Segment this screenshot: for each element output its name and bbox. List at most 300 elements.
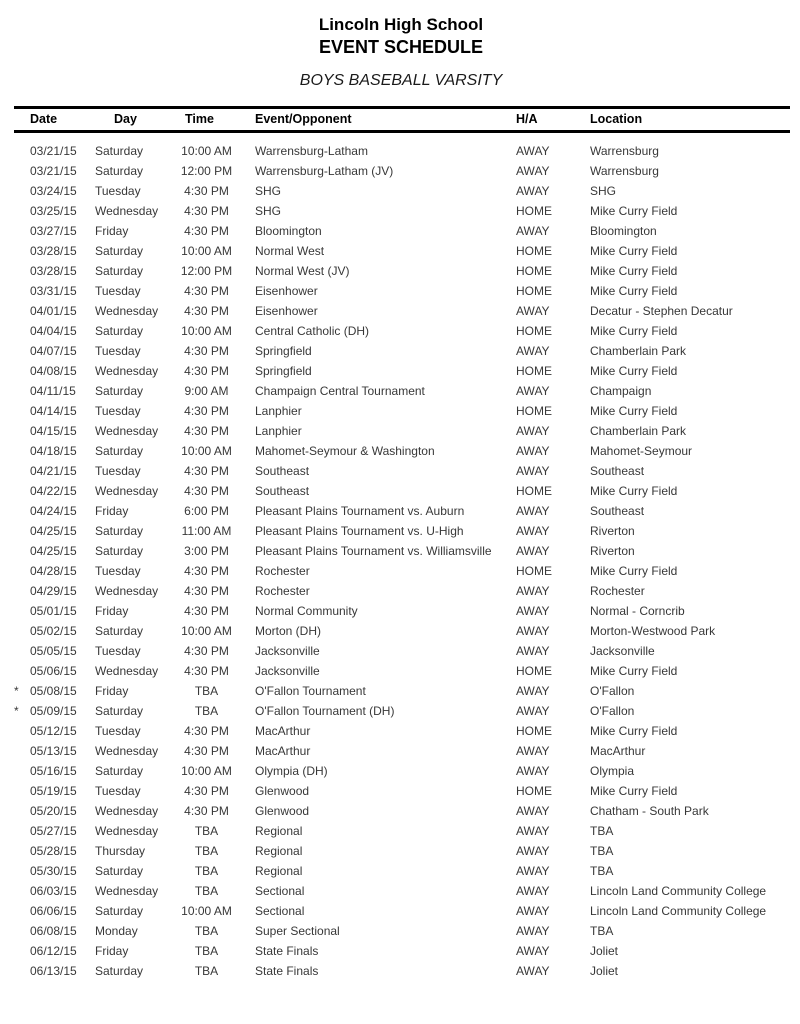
day-cell: Friday: [95, 684, 129, 698]
location-cell: Morton-Westwood Park: [590, 624, 716, 638]
location-cell: Chamberlain Park: [590, 344, 687, 358]
table-row: [14, 461, 790, 481]
time-cell: 10:00 AM: [181, 904, 232, 918]
day-cell: Friday: [95, 504, 129, 518]
event-opponent-cell: Regional: [255, 864, 303, 878]
home-away-cell: AWAY: [516, 164, 550, 178]
event-opponent-cell: Eisenhower: [255, 304, 318, 318]
location-cell: Chatham - South Park: [590, 804, 709, 818]
event-opponent-cell: Normal West (JV): [255, 264, 350, 278]
star-marker-cell: [14, 961, 30, 981]
star-marker-cell: [14, 621, 30, 641]
day-cell: Wednesday: [95, 884, 159, 898]
day-cell: Saturday: [95, 324, 144, 338]
event-opponent-cell: Pleasant Plains Tournament vs. U-High: [255, 524, 464, 538]
location-cell: TBA: [590, 824, 614, 838]
location-cell: Southeast: [590, 464, 645, 478]
col-header-location: Location: [590, 108, 790, 132]
col-header-time: Time: [172, 108, 255, 132]
time-cell: 10:00 AM: [181, 324, 232, 338]
home-away-cell: AWAY: [516, 624, 550, 638]
location-cell: Mike Curry Field: [590, 244, 678, 258]
location-cell: SHG: [590, 184, 617, 198]
event-opponent-cell: Central Catholic (DH): [255, 324, 370, 338]
location-cell: Bloomington: [590, 224, 657, 238]
date-cell: 04/11/15: [30, 384, 76, 398]
event-opponent-cell: Glenwood: [255, 804, 310, 818]
time-cell: 4:30 PM: [184, 664, 229, 678]
schedule-table: [14, 106, 790, 981]
time-cell: 4:30 PM: [184, 424, 229, 438]
time-cell: TBA: [194, 964, 219, 978]
event-opponent-cell: Mahomet-Seymour & Washington: [255, 444, 435, 458]
event-opponent-cell: Springfield: [255, 344, 312, 358]
event-opponent-cell: State Finals: [255, 964, 319, 978]
event-opponent-cell: Champaign Central Tournament: [255, 384, 425, 398]
location-cell: Mike Curry Field: [590, 484, 678, 498]
star-marker-cell: [14, 781, 30, 801]
star-marker-cell: [14, 241, 30, 261]
home-away-cell: AWAY: [516, 704, 550, 718]
home-away-cell: AWAY: [516, 184, 550, 198]
date-cell: 03/28/15: [30, 264, 77, 278]
day-cell: Tuesday: [95, 344, 141, 358]
date-cell: 05/28/15: [30, 844, 77, 858]
table-row: [14, 501, 790, 521]
date-cell: 05/06/15: [30, 664, 77, 678]
date-cell: 04/15/15: [30, 424, 77, 438]
time-cell: TBA: [194, 864, 219, 878]
date-cell: 04/08/15: [30, 364, 77, 378]
day-cell: Wednesday: [95, 204, 159, 218]
day-cell: Saturday: [95, 864, 144, 878]
time-cell: 10:00 AM: [181, 144, 232, 158]
table-row: [14, 541, 790, 561]
time-cell: 12:00 PM: [180, 264, 233, 278]
table-row: [14, 641, 790, 661]
day-cell: Friday: [95, 944, 129, 958]
home-away-cell: AWAY: [516, 524, 550, 538]
table-row: [14, 341, 790, 361]
home-away-cell: AWAY: [516, 144, 550, 158]
home-away-cell: AWAY: [516, 644, 550, 658]
event-opponent-cell: Morton (DH): [255, 624, 322, 638]
home-away-cell: AWAY: [516, 544, 550, 558]
table-row: [14, 721, 790, 741]
home-away-cell: HOME: [516, 324, 552, 338]
event-opponent-cell: Normal West: [255, 244, 325, 258]
day-cell: Wednesday: [95, 824, 159, 838]
star-marker-cell: [14, 861, 30, 881]
date-cell: 04/22/15: [30, 484, 77, 498]
day-cell: Wednesday: [95, 364, 159, 378]
date-cell: 05/02/15: [30, 624, 77, 638]
star-marker-cell: [14, 161, 30, 181]
day-cell: Wednesday: [95, 744, 159, 758]
event-opponent-cell: Jacksonville: [255, 664, 320, 678]
star-marker-cell: [14, 341, 30, 361]
time-cell: 4:30 PM: [184, 644, 229, 658]
star-marker-cell: [14, 201, 30, 221]
table-row: [14, 781, 790, 801]
date-cell: 05/30/15: [30, 864, 77, 878]
location-cell: Olympia: [590, 764, 635, 778]
home-away-cell: HOME: [516, 784, 552, 798]
time-cell: TBA: [194, 944, 219, 958]
time-cell: 10:00 AM: [181, 764, 232, 778]
home-away-cell: HOME: [516, 244, 552, 258]
page-header: [14, 10, 788, 91]
time-cell: 4:30 PM: [184, 224, 229, 238]
date-cell: 05/05/15: [30, 644, 77, 658]
date-cell: 05/19/15: [30, 784, 77, 798]
location-cell: O'Fallon: [590, 704, 635, 718]
location-cell: Mike Curry Field: [590, 784, 678, 798]
table-row: [14, 601, 790, 621]
time-cell: 4:30 PM: [184, 404, 229, 418]
time-cell: 9:00 AM: [184, 384, 229, 398]
table-row: [14, 521, 790, 541]
time-cell: 10:00 AM: [181, 444, 232, 458]
day-cell: Thursday: [95, 844, 146, 858]
event-opponent-cell: Springfield: [255, 364, 312, 378]
star-marker-cell: [14, 421, 30, 441]
table-row: [14, 321, 790, 341]
location-cell: Warrensburg: [590, 164, 659, 178]
table-row: [14, 261, 790, 281]
day-cell: Saturday: [95, 524, 144, 538]
star-marker-cell: [14, 461, 30, 481]
event-opponent-cell: Regional: [255, 824, 303, 838]
time-cell: 4:30 PM: [184, 784, 229, 798]
location-cell: Mike Curry Field: [590, 364, 678, 378]
home-away-cell: HOME: [516, 364, 552, 378]
day-cell: Wednesday: [95, 424, 159, 438]
table-row: [14, 381, 790, 401]
date-cell: 06/06/15: [30, 904, 77, 918]
time-cell: TBA: [194, 684, 219, 698]
day-cell: Saturday: [95, 904, 144, 918]
day-cell: Tuesday: [95, 184, 141, 198]
event-opponent-cell: MacArthur: [255, 744, 311, 758]
date-cell: 05/09/15: [30, 704, 77, 718]
date-cell: 03/31/15: [30, 284, 77, 298]
col-header-date: Date: [30, 108, 95, 132]
date-cell: 04/21/15: [30, 464, 77, 478]
date-cell: 06/12/15: [30, 944, 77, 958]
table-row: [14, 701, 790, 721]
location-cell: Mike Curry Field: [590, 664, 678, 678]
home-away-cell: HOME: [516, 264, 552, 278]
table-row: [14, 361, 790, 381]
time-cell: 4:30 PM: [184, 604, 229, 618]
table-row: [14, 201, 790, 221]
table-row: [14, 421, 790, 441]
event-opponent-cell: Normal Community: [255, 604, 358, 618]
event-opponent-cell: MacArthur: [255, 724, 311, 738]
date-cell: 04/04/15: [30, 324, 77, 338]
time-cell: 4:30 PM: [184, 204, 229, 218]
col-header-day: Day: [95, 108, 172, 132]
day-cell: Saturday: [95, 964, 144, 978]
home-away-cell: AWAY: [516, 764, 550, 778]
table-row: [14, 132, 790, 162]
home-away-cell: HOME: [516, 724, 552, 738]
location-cell: Champaign: [590, 384, 652, 398]
page-title: EVENT SCHEDULE: [318, 37, 484, 57]
date-cell: 04/14/15: [30, 404, 77, 418]
location-cell: Rochester: [590, 584, 645, 598]
home-away-cell: AWAY: [516, 864, 550, 878]
star-marker-cell: *: [14, 704, 19, 718]
time-cell: 4:30 PM: [184, 364, 229, 378]
location-cell: Mike Curry Field: [590, 564, 678, 578]
date-cell: 06/08/15: [30, 924, 77, 938]
date-cell: 04/24/15: [30, 504, 77, 518]
home-away-cell: HOME: [516, 204, 552, 218]
date-cell: 05/20/15: [30, 804, 77, 818]
table-row: [14, 961, 790, 981]
event-opponent-cell: Sectional: [255, 904, 305, 918]
event-opponent-cell: Bloomington: [255, 224, 322, 238]
time-cell: 4:30 PM: [184, 304, 229, 318]
star-marker-cell: [14, 921, 30, 941]
star-marker-cell: [14, 301, 30, 321]
star-marker-cell: [14, 501, 30, 521]
home-away-cell: AWAY: [516, 464, 550, 478]
day-cell: Saturday: [95, 264, 144, 278]
time-cell: 10:00 AM: [181, 244, 232, 258]
table-row: [14, 841, 790, 861]
star-marker-cell: [14, 821, 30, 841]
day-cell: Tuesday: [95, 404, 141, 418]
location-cell: Lincoln Land Community College: [590, 884, 767, 898]
home-away-cell: HOME: [516, 564, 552, 578]
date-cell: 04/01/15: [30, 304, 77, 318]
date-cell: 04/28/15: [30, 564, 77, 578]
time-cell: 4:30 PM: [184, 484, 229, 498]
home-away-cell: AWAY: [516, 964, 550, 978]
table-row: [14, 761, 790, 781]
table-header-row: [14, 108, 790, 132]
event-opponent-cell: Pleasant Plains Tournament vs. Auburn: [255, 504, 465, 518]
star-marker-cell: [14, 721, 30, 741]
day-cell: Saturday: [95, 384, 144, 398]
table-row: [14, 161, 790, 181]
time-cell: TBA: [194, 844, 219, 858]
time-cell: 10:00 AM: [181, 624, 232, 638]
table-row: [14, 621, 790, 641]
star-marker-cell: [14, 641, 30, 661]
event-opponent-cell: Sectional: [255, 884, 305, 898]
time-cell: 4:30 PM: [184, 584, 229, 598]
location-cell: Mike Curry Field: [590, 204, 678, 218]
star-marker-cell: [14, 221, 30, 241]
table-row: [14, 681, 790, 701]
time-cell: 4:30 PM: [184, 804, 229, 818]
home-away-cell: HOME: [516, 664, 552, 678]
date-cell: 05/01/15: [30, 604, 77, 618]
time-cell: 4:30 PM: [184, 184, 229, 198]
day-cell: Saturday: [95, 544, 144, 558]
star-marker-cell: [14, 361, 30, 381]
event-opponent-cell: Rochester: [255, 584, 310, 598]
location-cell: TBA: [590, 864, 614, 878]
date-cell: 05/27/15: [30, 824, 77, 838]
event-opponent-cell: Jacksonville: [255, 644, 320, 658]
star-marker-cell: [14, 601, 30, 621]
location-cell: Warrensburg: [590, 144, 659, 158]
star-marker-cell: [14, 521, 30, 541]
location-cell: Joliet: [590, 964, 619, 978]
day-cell: Saturday: [95, 144, 144, 158]
location-cell: Mike Curry Field: [590, 324, 678, 338]
star-marker-cell: [14, 841, 30, 861]
event-opponent-cell: Regional: [255, 844, 303, 858]
time-cell: 4:30 PM: [184, 744, 229, 758]
team-subtitle: BOYS BASEBALL VARSITY: [299, 72, 503, 89]
date-cell: 03/28/15: [30, 244, 77, 258]
location-cell: Mike Curry Field: [590, 404, 678, 418]
table-row: [14, 401, 790, 421]
day-cell: Saturday: [95, 444, 144, 458]
col-header-star: [14, 108, 30, 132]
date-cell: 04/25/15: [30, 524, 77, 538]
day-cell: Friday: [95, 604, 129, 618]
day-cell: Saturday: [95, 764, 144, 778]
date-cell: 03/27/15: [30, 224, 77, 238]
day-cell: Saturday: [95, 624, 144, 638]
table-row: [14, 561, 790, 581]
location-cell: Chamberlain Park: [590, 424, 687, 438]
day-cell: Wednesday: [95, 804, 159, 818]
location-cell: Normal - Corncrib: [590, 604, 685, 618]
table-row: [14, 481, 790, 501]
day-cell: Friday: [95, 224, 129, 238]
location-cell: Southeast: [590, 504, 645, 518]
date-cell: 04/25/15: [30, 544, 77, 558]
location-cell: TBA: [590, 924, 614, 938]
day-cell: Wednesday: [95, 584, 159, 598]
date-cell: 05/08/15: [30, 684, 77, 698]
home-away-cell: AWAY: [516, 944, 550, 958]
home-away-cell: AWAY: [516, 444, 550, 458]
table-row: [14, 221, 790, 241]
day-cell: Wednesday: [95, 484, 159, 498]
table-row: [14, 801, 790, 821]
star-marker-cell: [14, 261, 30, 281]
star-marker-cell: [14, 661, 30, 681]
table-row: [14, 821, 790, 841]
event-opponent-cell: SHG: [255, 184, 282, 198]
day-cell: Tuesday: [95, 564, 141, 578]
location-cell: Lincoln Land Community College: [590, 904, 767, 918]
date-cell: 05/12/15: [30, 724, 77, 738]
home-away-cell: AWAY: [516, 304, 550, 318]
home-away-cell: AWAY: [516, 904, 550, 918]
table-row: [14, 921, 790, 941]
event-opponent-cell: Super Sectional: [255, 924, 340, 938]
event-opponent-cell: O'Fallon Tournament: [255, 684, 366, 698]
event-opponent-cell: O'Fallon Tournament (DH): [255, 704, 395, 718]
col-header-home-away: H/A: [516, 108, 590, 132]
event-opponent-cell: Lanphier: [255, 424, 302, 438]
table-row: [14, 281, 790, 301]
time-cell: 6:00 PM: [184, 504, 229, 518]
home-away-cell: AWAY: [516, 684, 550, 698]
location-cell: Decatur - Stephen Decatur: [590, 304, 733, 318]
table-row: [14, 941, 790, 961]
location-cell: Mike Curry Field: [590, 264, 678, 278]
col-header-event-opponent: Event/Opponent: [255, 108, 516, 132]
home-away-cell: AWAY: [516, 924, 550, 938]
home-away-cell: AWAY: [516, 344, 550, 358]
date-cell: 06/13/15: [30, 964, 77, 978]
day-cell: Monday: [95, 924, 138, 938]
time-cell: 4:30 PM: [184, 284, 229, 298]
event-opponent-cell: Southeast: [255, 464, 310, 478]
date-cell: 06/03/15: [30, 884, 77, 898]
star-marker-cell: [14, 561, 30, 581]
event-opponent-cell: Warrensburg-Latham: [255, 144, 368, 158]
home-away-cell: AWAY: [516, 584, 550, 598]
home-away-cell: AWAY: [516, 504, 550, 518]
location-cell: Mike Curry Field: [590, 284, 678, 298]
home-away-cell: AWAY: [516, 884, 550, 898]
time-cell: 12:00 PM: [180, 164, 233, 178]
time-cell: 4:30 PM: [184, 344, 229, 358]
star-marker-cell: [14, 181, 30, 201]
location-cell: Jacksonville: [590, 644, 655, 658]
location-cell: TBA: [590, 844, 614, 858]
star-marker-cell: [14, 132, 30, 162]
table-row: [14, 661, 790, 681]
day-cell: Tuesday: [95, 724, 141, 738]
schedule-table-body: [14, 132, 790, 982]
star-marker-cell: [14, 941, 30, 961]
event-opponent-cell: Warrensburg-Latham (JV): [255, 164, 394, 178]
star-marker-cell: [14, 401, 30, 421]
day-cell: Wednesday: [95, 664, 159, 678]
home-away-cell: AWAY: [516, 224, 550, 238]
date-cell: 03/21/15: [30, 164, 77, 178]
day-cell: Saturday: [95, 704, 144, 718]
date-cell: 03/21/15: [30, 144, 77, 158]
table-row: [14, 301, 790, 321]
table-row: [14, 181, 790, 201]
table-row: [14, 241, 790, 261]
day-cell: Tuesday: [95, 644, 141, 658]
home-away-cell: HOME: [516, 284, 552, 298]
event-opponent-cell: Rochester: [255, 564, 310, 578]
date-cell: 03/24/15: [30, 184, 77, 198]
date-cell: 05/13/15: [30, 744, 77, 758]
date-cell: 03/25/15: [30, 204, 77, 218]
school-name: Lincoln High School: [318, 15, 484, 34]
day-cell: Saturday: [95, 164, 144, 178]
star-marker-cell: [14, 381, 30, 401]
home-away-cell: AWAY: [516, 744, 550, 758]
home-away-cell: HOME: [516, 484, 552, 498]
day-cell: Wednesday: [95, 304, 159, 318]
time-cell: 4:30 PM: [184, 464, 229, 478]
star-marker-cell: [14, 541, 30, 561]
event-opponent-cell: Glenwood: [255, 784, 310, 798]
home-away-cell: AWAY: [516, 384, 550, 398]
table-row: [14, 901, 790, 921]
event-opponent-cell: Olympia (DH): [255, 764, 328, 778]
star-marker-cell: [14, 741, 30, 761]
